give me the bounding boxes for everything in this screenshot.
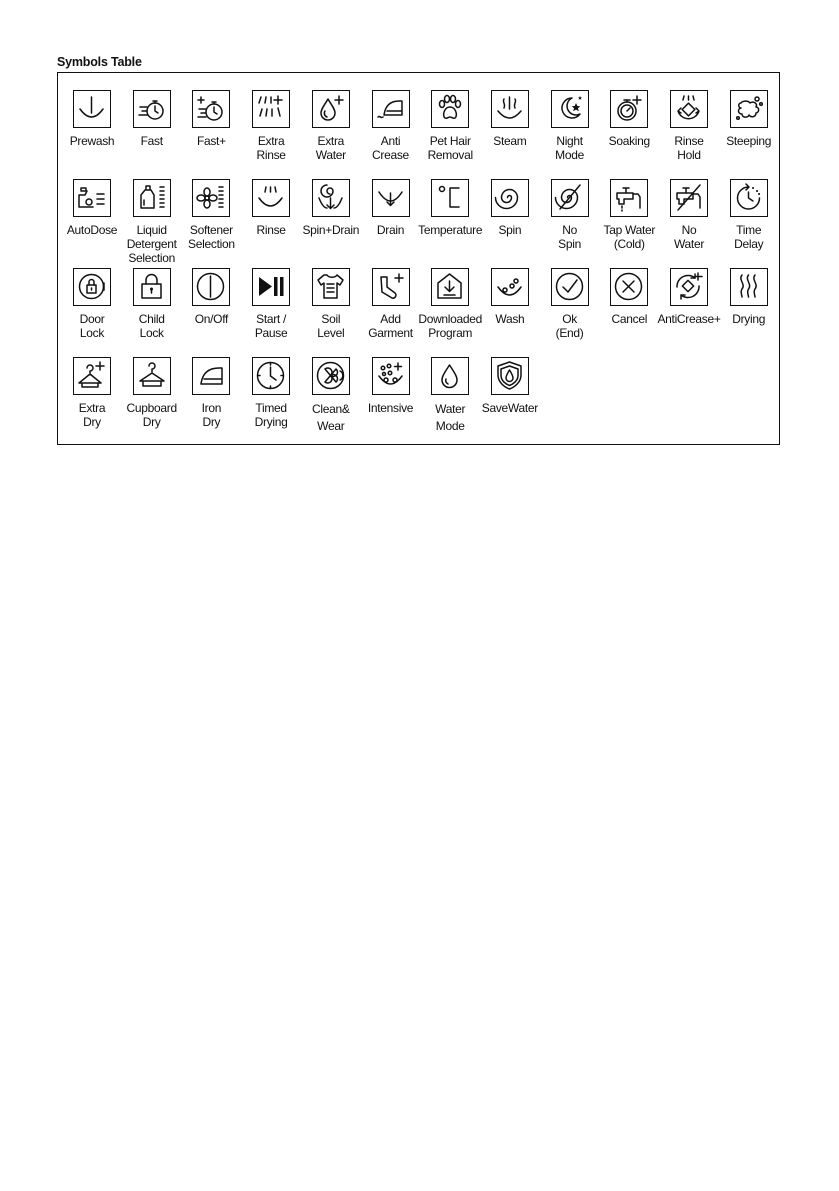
symbol-label-line: Water xyxy=(435,402,466,416)
symbol-label-line: Liquid xyxy=(136,223,167,237)
spin-icon xyxy=(491,179,529,217)
symbol-label-line: Rinse xyxy=(256,223,286,237)
symbol-label-line: Timed xyxy=(255,401,287,415)
steeping-icon xyxy=(730,90,768,128)
fast-plus-icon xyxy=(192,90,230,128)
symbol-label-line: Rinse xyxy=(674,134,704,148)
clean-wear-icon xyxy=(312,357,350,395)
timed-drying-icon xyxy=(252,357,290,395)
symbol-label-line: Ok xyxy=(562,312,577,326)
symbol-label-line: Anti xyxy=(380,134,401,148)
symbol-label-line: Water xyxy=(315,148,346,162)
symbol-label-line: Dry xyxy=(202,415,221,429)
symbol-label-line: Drain xyxy=(376,223,405,237)
iron-dry-icon xyxy=(192,357,230,395)
symbol-label-line: Selection xyxy=(188,237,235,251)
symbol-label-line: Spin xyxy=(498,223,522,237)
symbol-label xyxy=(709,223,789,251)
symbol-label-line: Clean& xyxy=(312,402,350,416)
cupboard-dry-icon xyxy=(133,357,171,395)
symbol-label-line: Fast xyxy=(140,134,163,148)
symbols-table xyxy=(57,72,780,445)
symbol-label-line: Program xyxy=(428,326,473,340)
start-pause-icon xyxy=(252,268,290,306)
symbol-label-line: Door xyxy=(79,312,105,326)
rinse-icon xyxy=(252,179,290,217)
symbol-label-line: Rinse xyxy=(256,148,286,162)
symbol-label-line: Cancel xyxy=(611,312,648,326)
symbol-label-line: On/Off xyxy=(194,312,229,326)
page-title: Symbols Table xyxy=(57,55,142,69)
downloaded-program-icon xyxy=(431,268,469,306)
symbol-label-line: Delay xyxy=(734,237,764,251)
symbol-label-line: Level xyxy=(317,326,345,340)
symbol-label-line: Lock xyxy=(139,326,164,340)
steam-icon xyxy=(491,90,529,128)
symbol-label-line: Selection xyxy=(128,251,176,265)
symbol-label-line: Spin xyxy=(558,237,581,251)
ok-end-icon xyxy=(551,268,589,306)
autodose-icon xyxy=(73,179,111,217)
symbol-label-line: Prewash xyxy=(69,134,115,148)
symbol-label-line: Water xyxy=(673,237,705,251)
rinse-hold-icon xyxy=(670,90,708,128)
symbol-label-line: No xyxy=(562,223,577,237)
liquid-detergent-icon xyxy=(133,179,171,217)
tap-water-icon xyxy=(610,179,648,217)
symbol-label-line: Extra xyxy=(257,134,285,148)
on-off-icon xyxy=(192,268,230,306)
symbol-label-line: (End) xyxy=(555,326,584,340)
fast-icon xyxy=(133,90,171,128)
symbol-label-line: Pause xyxy=(254,326,288,340)
temperature-icon xyxy=(431,179,469,217)
symbol-label-line: (Cold) xyxy=(613,237,645,251)
symbol-label-line: Wear xyxy=(317,419,345,433)
symbol-label-line: Garment xyxy=(368,326,413,340)
anti-crease-icon xyxy=(372,90,410,128)
symbol-label-line: Intensive xyxy=(367,401,414,415)
water-mode-icon xyxy=(431,357,469,395)
symbol-label-line: Hold xyxy=(677,148,701,162)
symbol-label-line: Softener xyxy=(189,223,233,237)
symbol-label-line: Detergent xyxy=(126,237,177,251)
symbol-label-line: Temperature xyxy=(418,223,483,237)
symbol-label-line: SaveWater xyxy=(481,401,538,415)
symbol-label-line: Time xyxy=(736,223,762,237)
symbol-label-line: Cupboard xyxy=(126,401,177,415)
symbol-label-line: Drying xyxy=(254,415,288,429)
symbol-label-line: Dry xyxy=(83,415,101,429)
symbol-label-line: Crease xyxy=(372,148,409,162)
symbol-label-line: AutoDose xyxy=(66,223,118,237)
no-water-icon xyxy=(670,179,708,217)
symbol-label-line: Child xyxy=(138,312,165,326)
extra-dry-icon xyxy=(73,357,111,395)
symbol-label-line: Night xyxy=(556,134,583,148)
softener-icon xyxy=(192,179,230,217)
symbol-label-line: Soil xyxy=(321,312,341,326)
symbol-label-line: Dry xyxy=(142,415,161,429)
symbol-label xyxy=(470,401,550,415)
symbol-label-line: Soaking xyxy=(608,134,650,148)
symbol-label-line: Mode xyxy=(555,148,584,162)
intensive-icon xyxy=(372,357,410,395)
symbol-label-line: Steeping xyxy=(726,134,772,148)
symbol-label-line: Mode xyxy=(435,419,465,433)
night-mode-icon xyxy=(551,90,589,128)
symbol-label xyxy=(709,312,789,326)
symbol-label-line: No xyxy=(681,223,697,237)
time-delay-icon xyxy=(730,179,768,217)
soaking-icon xyxy=(610,90,648,128)
symbol-label-line: Iron xyxy=(201,401,222,415)
anticrease-plus-icon xyxy=(670,268,708,306)
wash-icon xyxy=(491,268,529,306)
child-lock-icon xyxy=(133,268,171,306)
symbol-label-line: Downloaded xyxy=(418,312,483,326)
symbol-label-line: Wash xyxy=(495,312,525,326)
pet-hair-removal-icon xyxy=(431,90,469,128)
symbol-label-line: Tap Water xyxy=(603,223,656,237)
symbol-label-line: Extra xyxy=(78,401,106,415)
symbol-label-line: Lock xyxy=(79,326,105,340)
savewater-icon xyxy=(491,357,529,395)
add-garment-icon xyxy=(372,268,410,306)
door-lock-icon xyxy=(73,268,111,306)
symbol-label-line: Pet Hair xyxy=(429,134,471,148)
spin-drain-icon xyxy=(312,179,350,217)
symbol-label-line: AntiCrease+ xyxy=(657,312,721,326)
symbol-label xyxy=(709,134,789,148)
soil-level-icon xyxy=(312,268,350,306)
no-spin-icon xyxy=(551,179,589,217)
symbol-label-line: Fast+ xyxy=(196,134,226,148)
symbol-label-line: Add xyxy=(380,312,401,326)
symbol-label-line: Drying xyxy=(732,312,766,326)
extra-water-icon xyxy=(312,90,350,128)
drain-icon xyxy=(372,179,410,217)
symbol-label-line: Extra xyxy=(317,134,345,148)
symbol-label-line: Start / xyxy=(256,312,287,326)
prewash-icon xyxy=(73,90,111,128)
cancel-icon xyxy=(610,268,648,306)
symbol-label-line: Steam xyxy=(493,134,527,148)
symbol-label-line: Removal xyxy=(427,148,473,162)
symbol-label-line: Spin+Drain xyxy=(302,223,360,237)
drying-icon xyxy=(730,268,768,306)
extra-rinse-icon xyxy=(252,90,290,128)
